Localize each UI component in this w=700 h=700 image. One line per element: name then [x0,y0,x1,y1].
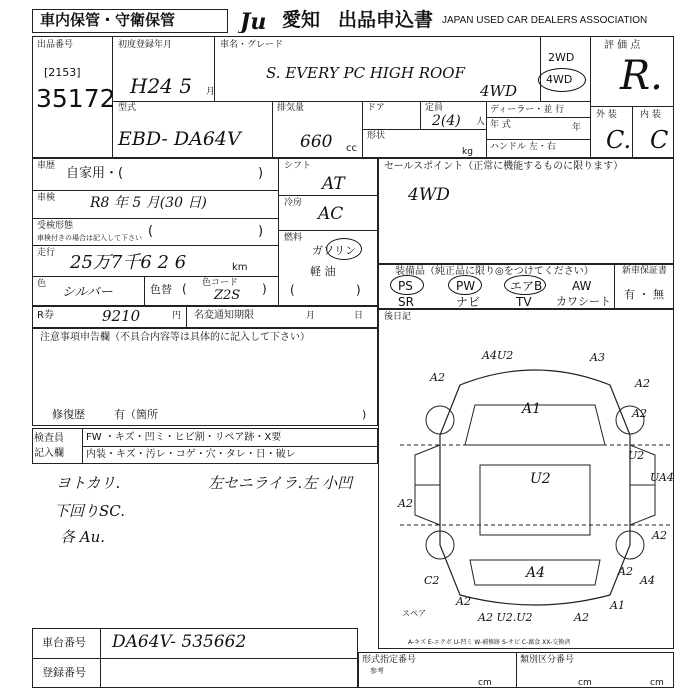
color-change-label: 色替 [150,283,172,296]
drive-2wd: 2WD [548,51,575,64]
inspection-value: R8 年 5 月(30 日) [90,195,207,211]
receipt-open: ( [148,224,154,239]
divider [486,101,487,158]
divider [362,129,486,130]
diagram-mark: UA4 [650,471,674,484]
fuel-open: ( [290,283,295,297]
divider [278,158,279,306]
diagram-mark: A4U2 [482,349,514,362]
color-change-close: ) [262,282,267,296]
grade-interior-value: C [650,126,669,154]
receipt-label: 受検形態 [37,221,74,231]
divider [186,306,187,328]
fuel-gasoline-circle [326,238,362,260]
color-change-open: ( [182,282,187,296]
equipment-aw: AW [572,279,592,293]
divider [590,36,591,158]
lot-sub-number: [2153] [44,66,81,79]
divider [32,245,278,246]
divider [516,652,517,688]
storage-label: 車内保管・守衛保管 [40,11,176,29]
type-label: 型式 [118,103,137,113]
ju-logo-icon [238,9,284,33]
equipment-navi: ナビ [456,295,481,309]
diagram-mark: A2 [456,595,471,608]
divider [278,195,378,196]
grade-exterior-value: C. [606,126,632,154]
ac-label: 冷房 [284,198,303,208]
logo-text: 愛知 [282,9,321,31]
inspector-row-2: 内装・キズ・汚レ・コゲ・穴・タレ・日・破レ [86,449,296,460]
diagram-mark: A1 [610,599,625,612]
equipment-ps-circle [390,275,424,295]
mileage-value: 25万7千6 2 6 [70,252,187,273]
lot-label: 出品番号 [37,40,74,50]
fuel-label: 燃料 [284,233,303,243]
diagram-mark: A2 [430,371,445,384]
divider [144,276,145,306]
comment-right: 左セニライラ.左 小凹 [208,474,353,492]
color-code-value: Z2S [214,288,241,303]
diagram-mark: A3 [590,351,605,364]
inspection-label: 車検 [37,193,56,203]
dim-cm-1: cm [478,678,492,688]
fuel-diesel: 軽 油 [310,265,336,278]
divider [272,101,273,158]
svg-text:Ju: Ju [240,9,267,33]
equipment-seat: カワシート [556,295,611,308]
repair-label: 修復歴 [52,408,85,421]
capacity-label: 定員 [425,103,444,113]
divider [214,36,215,101]
class-no-label: 類別区分番号 [520,655,575,665]
capacity-value: 2(4) [432,113,461,129]
form-title: 出品申込書 [338,9,434,31]
history-label: 車歴 [37,161,56,171]
notes-label: 注意事項申告欄（不具合内容等は具体的に記入して下さい） [40,332,310,343]
color-value: シルバー [62,285,113,300]
diagram-mark: C2 [424,574,440,587]
drive-4wd-circle [538,68,586,92]
drive-4wd: 4WD [546,73,573,86]
comment-line-1: ヨトカリ. [56,474,121,492]
shape-label: 形状 [367,131,386,141]
type-value: EBD- DA64V [118,128,241,150]
model-year-label: 年 式 [490,120,511,130]
diagram-mark: A2 [635,377,650,390]
load-unit: kg [462,147,473,157]
model-name-value: S. EVERY PC HIGH ROOF [266,64,465,82]
registration-label: 初度登録年月 [118,40,173,50]
receipt-close: ) [258,224,264,239]
divider [32,218,278,219]
recycle-value: 9210 [102,307,141,325]
diagram-mark: U2 [530,471,551,487]
capacity-unit: 人 [476,117,486,127]
ac-value: AC [318,204,344,224]
divider [82,446,378,447]
rear-view-label: 後日記 [384,312,412,322]
history-close: ) [258,166,264,181]
repair-close: ) [362,408,367,421]
dim-cm-2: cm [578,678,592,688]
tax-notice-month: 月 [306,311,316,321]
spare-label: スペア [402,609,426,618]
ju-logo [238,9,284,33]
sales-point-frame [378,158,674,264]
receipt-note: 車検付きの場合は記入して下さい [37,234,142,242]
diagram-legend: A-キズ E-エクボ U-凹ミ W-補修跡 S-サビ C-腐食 XX-交換済 [408,639,571,646]
shift-value: AT [322,174,345,194]
grade-value: R. [620,53,663,99]
history-value: 自家用・( [66,166,124,181]
model-drive-text: 4WD [480,82,517,100]
dim-cm-3: cm [650,678,664,688]
diagram-mark: U2 [628,449,645,462]
comment-line-3: 各 Au. [60,528,106,546]
equipment-pw: PW [456,279,476,293]
divider [278,230,378,231]
chassis-label: 車台番号 [42,636,86,649]
mileage-unit: km [232,262,248,273]
registration-month-unit: 月 [206,87,216,97]
dealer-label: ディーラー・並 行 [490,105,565,115]
sales-point-value: 4WD [408,185,450,205]
type-cert-label: 形式指定番号 [362,655,417,665]
equipment-tv: TV [516,295,532,309]
divider [540,36,541,101]
comment-line-2: 下回りSC. [54,502,125,520]
door-label: ドア [367,103,385,113]
diagram-mark: A2 [618,565,633,578]
divider [486,117,590,118]
tax-notice-label: 名変通知期限 [194,310,254,321]
displacement-unit: cc [346,143,357,154]
equipment-pw-circle [448,275,482,295]
diagram-mark: A2 [574,611,589,624]
equipment-airbag-circle [504,275,546,295]
displacement-label: 排気量 [277,103,305,113]
diagram-mark: A4 [640,574,655,587]
divider [112,101,590,102]
inspector-label-1: 検査員 [34,433,64,444]
grade-label: 評 価 点 [604,40,641,51]
shift-label: シフト [284,161,312,171]
diagram-mark: A2 [652,529,667,542]
divider [614,264,615,309]
inspector-label-2: 記入欄 [34,448,64,459]
inspector-row-1: FW ・キズ・凹ミ・ヒビ割・リペア跡・X要 [86,432,282,443]
divider [32,276,278,277]
lot-number: 35172 [36,84,116,113]
recycle-unit: 円 [172,311,182,321]
divider [486,139,590,140]
grade-interior-label: 内 装 [640,110,661,120]
divider [632,106,633,158]
equipment-ps: PS [398,279,413,293]
sales-point-label: セールスポイント（正常に機能するものに限ります） [384,161,624,172]
equipment-sr: SR [398,295,414,309]
diagram-mark: A2 [398,497,413,510]
diagram-mark: A2 U2.U2 [478,611,533,624]
diagram-mark: A2 [632,407,647,420]
new-warranty-label: 新車保証書 [622,266,668,276]
model-year-unit: 年 [572,123,582,133]
recycle-label: R券 [37,310,54,321]
fuel-close: ) [356,283,361,297]
equipment-airbag: エアB [510,279,543,293]
color-code-label: 色コード [202,278,239,288]
handle-label: ハンドル 左・右 [490,142,556,152]
divider [420,101,421,129]
plate-label: 登録番号 [42,666,86,679]
tax-notice-day: 日 [354,311,364,321]
new-warranty-value: 有 ・ 無 [624,288,664,301]
diagram-mark: A1 [522,401,542,417]
equipment-label: 装備品（純正品に限り◎をつけてください） [395,266,594,277]
chassis-value: DA64V- 535662 [112,632,247,652]
diagram-mark: A4 [526,565,546,581]
model-name-label: 車名・グレード [220,40,284,50]
association-name: JAPAN USED CAR DEALERS ASSOCIATION [442,15,648,26]
registration-value: H24 5 [130,74,192,98]
color-label: 色 [37,279,47,289]
divider [32,190,278,191]
fuel-gasoline: ガソリン [312,244,356,257]
grade-exterior-label: 外 装 [596,110,617,120]
type-cert-note: 参考 [370,667,384,675]
mileage-label: 走行 [37,248,56,258]
repair-value: 有（箇所 [114,408,158,421]
divider [32,658,358,659]
displacement-value: 660 [300,132,333,152]
